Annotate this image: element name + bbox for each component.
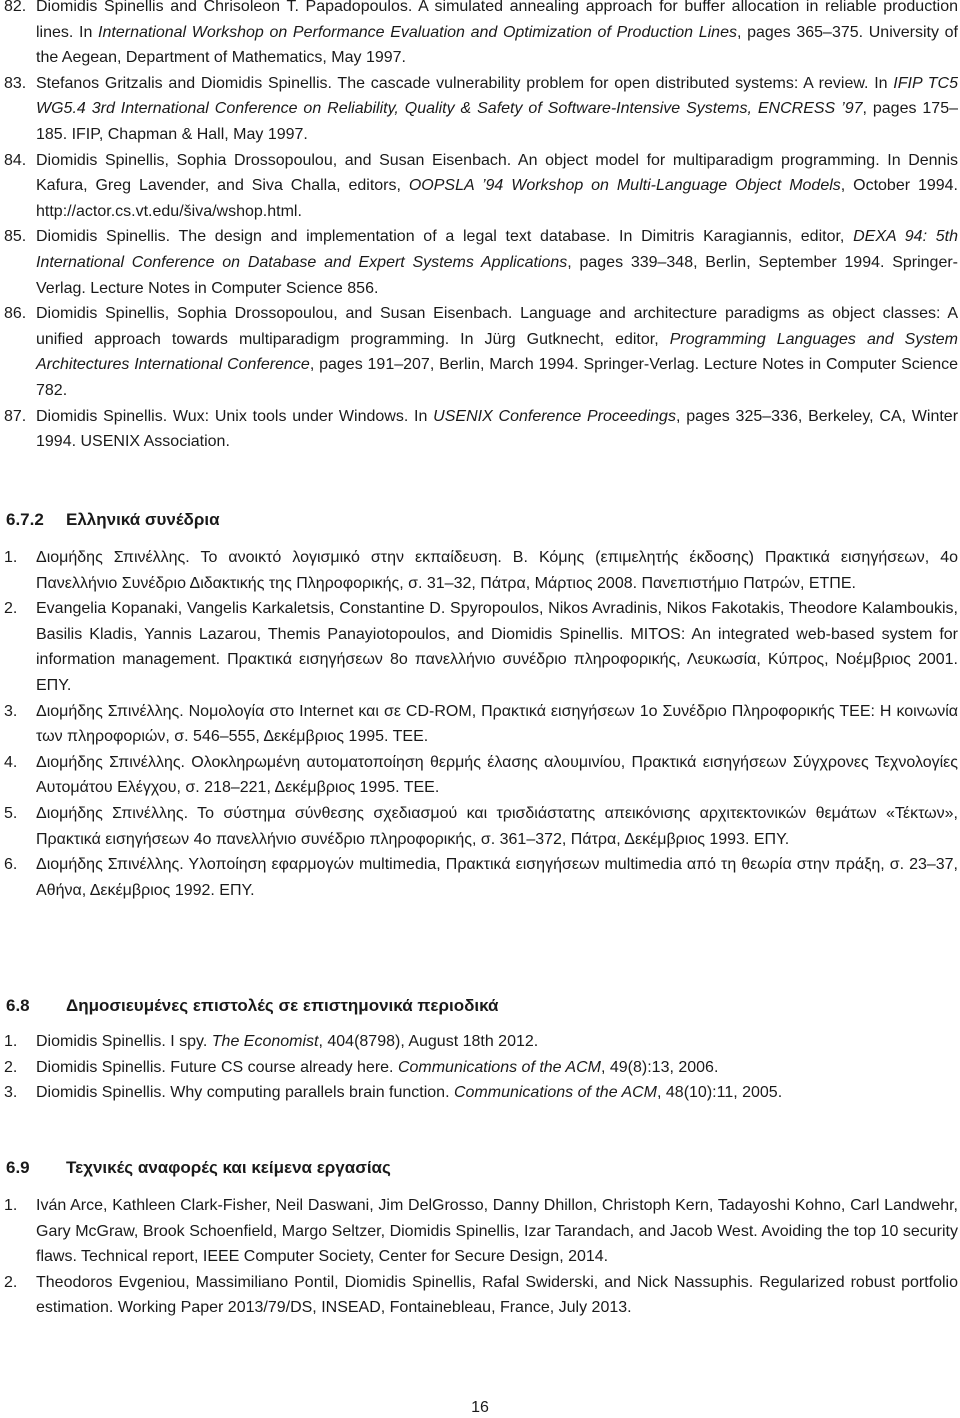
reference-entry — [0, 699, 960, 750]
reference-text-segment: Iván Arce, Kathleen Clark-Fisher, Neil Daswani, Jim DelGrosso, Danny Dhillon, Christoph Kern, Tadayoshi Kohno, Carl Landwehr, Gary McGraw, Brook Schoenfield, Margo Seltzer, Diomidis Spinellis, Izar Tarandach, and Jacob West. Avoiding the top 10 security flaws. Technical report, IEEE Computer Society, Center for Secure Design, 2014. — [36, 1197, 958, 1266]
reference-number: 2. — [4, 600, 18, 618]
reference-text-segment: Diomidis Spinellis and Chrisoleon T. Papadopoulos. A simulated annealing approach for buffer allocation in reliable production lines. In — [36, 0, 958, 41]
reference-entry — [0, 0, 960, 71]
reference-text — [36, 0, 960, 71]
reference-number: 83. — [4, 74, 27, 92]
reference-entry — [0, 596, 960, 698]
reference-venue: USENIX Conference Proceedings — [433, 407, 676, 425]
reference-text-segment: , pages 175–185. IFIP, Chapman & Hall, May 1997. — [36, 100, 958, 143]
reference-text — [36, 404, 960, 455]
section-title: Τεχνικές αναφορές και κείμενα εργασίας — [66, 1158, 391, 1177]
reference-text-segment: , pages 365–375. University of the Aegean, Department of Mathematics, May 1997. — [36, 23, 958, 67]
reference-text-segment: Διομήδης Σπινέλλης. Το σύστημα σύνθεσης σχεδιασμού και τρισδιάστατης απεικόνισης αρχιτεκτονικών θεμάτων «Τέκτων», Πρακτικά εισηγήσεων 4ο πανελλήνιο συνέδριο πληροφορικής, σ. 361–372, Πάτρα, Δεκέμβριος 1993. ΕΠΥ. — [36, 804, 958, 848]
reference-text — [36, 148, 960, 225]
reference-text — [36, 71, 960, 148]
reference-entry — [0, 301, 960, 403]
page-number: 16 — [471, 1399, 489, 1416]
reference-entry — [0, 1055, 960, 1081]
reference-text-segment: Diomidis Spinellis. Wux: Unix tools under Windows. In — [36, 407, 434, 425]
reference-text-segment: Diomidis Spinellis, Sophia Drossopoulou, and Susan Eisenbach. An object model for multiparadigm programming. In Dennis Kafura, Greg Lavender, and Siva Challa, editors, — [36, 151, 958, 195]
section-number: 6.9 — [6, 1158, 30, 1177]
reference-number: 86. — [4, 305, 27, 323]
reference-venue: OOPSLA ’94 Workshop on Multi-Language Object Models — [408, 177, 841, 195]
reference-number: 2. — [4, 1058, 18, 1076]
reference-list-international — [0, 0, 960, 455]
reference-text-segment: Diomidis Spinellis. Why computing parallels brain function. — [36, 1084, 454, 1102]
reference-list-letters — [0, 1029, 960, 1106]
reference-number: 87. — [4, 407, 27, 425]
reference-entry — [0, 1270, 960, 1321]
reference-venue: DEXA 94: 5th International Conference on Database and Expert Systems Applications — [36, 228, 958, 271]
section-title: Δημοσιευμένες επιστολές σε επιστημονικά περιοδικά — [66, 996, 499, 1015]
reference-number: 1. — [4, 1033, 18, 1050]
reference-text-segment: , 404(8798), August 18th 2012. — [318, 1033, 539, 1050]
reference-entry — [0, 71, 960, 148]
reference-text-segment: , 48(10):11, 2005. — [657, 1084, 783, 1102]
reference-entry — [0, 1080, 960, 1106]
reference-entry — [0, 1029, 960, 1055]
reference-venue: IFIP TC5 WG5.4 3rd International Conference on Reliability, Quality & Safety of Software-Intensive Systems, ENCRESS ’97 — [36, 74, 959, 118]
reference-text-segment: Diomidis Spinellis. The design and implementation of a legal text database. In Dimitris Karagiannis, editor, — [36, 228, 854, 246]
reference-venue: International Workshop on Performance Evaluation and Optimization of Production Lines — [98, 23, 737, 41]
reference-text-segment: , October 1994. http://actor.cs.vt.edu/šiva/wshop.html. — [36, 177, 958, 220]
section-heading-6-9 — [6, 1157, 391, 1179]
reference-entry — [0, 750, 960, 801]
reference-text-segment: Διομήδης Σπινέλλης. Υλοποίηση εφαρμογών multimedia, Πρακτικά εισηγήσεων multimedia από τη θεωρία στην πράξη, σ. 23–37, Αθήνα, Δεκέμβριος 1992. ΕΠΥ. — [36, 856, 959, 899]
reference-number: 3. — [4, 1084, 18, 1102]
section-title: Ελληνικά συνέδρια — [66, 510, 220, 529]
reference-text-segment: Diomidis Spinellis. Future CS course already here. — [36, 1058, 398, 1076]
section-heading-6-7-2 — [6, 509, 220, 531]
reference-text — [36, 801, 960, 852]
reference-text-segment: Διομήδης Σπινέλλης. Ολοκληρωμένη αυτοματοποίηση θερμής έλασης αλουμινίου, Πρακτικά εισηγήσεων Σύγχρονες Τεχνολογίες Αυτομάτου Ελέγχου, σ. 218–221, Δεκέμβριος 1995. ΤΕΕ. — [36, 753, 958, 797]
reference-list-greek-conferences — [0, 545, 960, 903]
reference-text-segment: , pages 325–336, Berkeley, CA, Winter 1994. USENIX Association. — [36, 407, 959, 451]
reference-text — [36, 852, 960, 903]
section-number: 6.8 — [6, 996, 30, 1015]
reference-text-segment: Stefanos Gritzalis and Diomidis Spinellis. The cascade vulnerability problem for open distributed systems: A review. In — [36, 74, 894, 92]
reference-entry — [0, 148, 960, 225]
reference-venue: Communications of the ACM — [397, 1058, 601, 1076]
reference-number: 2. — [4, 1273, 18, 1291]
reference-number: 3. — [4, 702, 18, 720]
reference-number: 82. — [4, 0, 27, 15]
reference-entry — [0, 404, 960, 455]
reference-text — [36, 1080, 960, 1106]
section-number: 6.7.2 — [6, 510, 44, 529]
reference-number: 1. — [4, 1197, 18, 1214]
reference-text-segment: , pages 339–348, Berlin, September 1994. Springer-Verlag. Lecture Notes in Computer Science 856. — [36, 253, 959, 297]
reference-text — [36, 545, 960, 596]
reference-number: 1. — [4, 549, 18, 566]
reference-venue: Communications of the ACM — [453, 1084, 658, 1102]
reference-text-segment: Διομήδης Σπινέλλης. Νομολογία στο Internet και σε CD-ROM, Πρακτικά εισηγήσεων 1ο Συνέδριο Πληροφορικής ΤΕΕ: Η κοινωνία των πληροφοριών, σ. 546–555, Δεκέμβριος 1995. ΤΕΕ. — [36, 702, 958, 746]
reference-number: 6. — [4, 856, 18, 874]
reference-text-segment: , 49(8):13, 2006. — [600, 1058, 719, 1076]
reference-text-segment: Diomidis Spinellis. I spy. — [36, 1033, 212, 1050]
reference-text-segment: Diomidis Spinellis, Sophia Drossopoulou, and Susan Eisenbach. Language and architecture paradigms as object classes: A unified approach towards multiparadigm programming. In Jürg Gutknecht, editor, — [36, 305, 958, 348]
reference-text — [36, 301, 960, 403]
reference-text-segment: Theodoros Evgeniou, Massimiliano Pontil, Diomidis Spinellis, Rafal Swiderski, and Nick Nassuphis. Regularized robust portfolio estimation. Working Paper 2013/79/DS, INSEAD, Fontainebleau, France, July 2013. — [36, 1273, 958, 1317]
reference-number: 4. — [4, 753, 18, 771]
reference-number: 84. — [4, 151, 27, 169]
reference-entry — [0, 852, 960, 903]
reference-number: 85. — [4, 228, 27, 246]
reference-text — [36, 699, 960, 750]
reference-text-segment: Evangelia Kopanaki, Vangelis Karkaletsis, Constantine D. Spyropoulos, Nikos Avradinis, Nikos Fakotakis, Theodore Kalamboukis, Basilis Kladis, Yannis Lazarou, Themis Panayiotopoulos, and Diomidis Spinellis. MITOS: An integrated web-based system for information management. Πρακτικά εισηγήσεων 8ο πανελλήνιο συνέδριο πληροφορικής, Λευκωσία, Κύπρος, Νοέμβριος 2001. ΕΠΥ. — [36, 600, 958, 694]
reference-entry — [0, 801, 960, 852]
reference-text — [36, 224, 960, 301]
reference-text-segment: Διομήδης Σπινέλλης. Το ανοικτό λογισμικό στην εκπαίδευση. Β. Κόμης (επιμελητής έκδοσης) Πρακτικά εισηγήσεων, 4ο Πανελλήνιο Συνέδριο Διδακτικής της Πληροφορικής, σ. 31–32, Πάτρα, Μάρτιος 2008. Πανεπιστήμιο Πατρών, ΕΤΠΕ. — [36, 549, 958, 592]
reference-entry — [0, 545, 960, 596]
reference-venue: Programming Languages and System Architectures International Conference — [36, 330, 959, 374]
reference-number: 5. — [4, 804, 18, 822]
reference-entry — [0, 224, 960, 301]
reference-entry — [0, 1193, 960, 1270]
section-heading-6-8 — [6, 995, 498, 1017]
reference-text — [36, 1029, 960, 1055]
reference-text — [36, 596, 960, 698]
reference-text — [36, 1270, 960, 1321]
reference-list-technical-reports — [0, 1193, 960, 1321]
reference-text — [36, 1193, 960, 1270]
reference-text — [36, 1055, 960, 1081]
reference-venue: The Economist — [211, 1033, 319, 1050]
reference-text-segment: , pages 191–207, Berlin, March 1994. Springer-Verlag. Lecture Notes in Computer Science 782. — [36, 356, 959, 399]
reference-text — [36, 750, 960, 801]
